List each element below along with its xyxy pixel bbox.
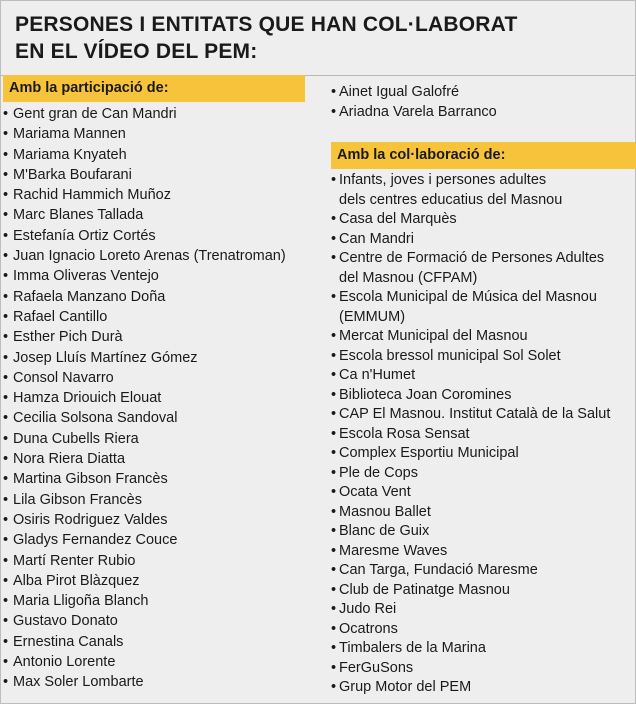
list-item <box>3 205 303 225</box>
bullet-icon: • <box>331 425 337 442</box>
list-item <box>3 307 303 327</box>
bullet-icon: • <box>331 484 337 500</box>
bullet-icon: • <box>3 166 9 183</box>
list-item <box>3 145 303 165</box>
list-item <box>3 388 303 408</box>
bullet-icon: • <box>3 126 9 143</box>
list-item-label: Marc Blanes Tallada <box>13 207 144 224</box>
list-item <box>3 551 303 571</box>
list-item <box>3 571 303 591</box>
bullet-icon: • <box>331 230 337 247</box>
left-column <box>3 75 303 693</box>
list-item-label: Ocatrons <box>339 620 398 637</box>
collaborators-list <box>331 171 635 698</box>
right-column <box>331 83 635 698</box>
list-item <box>3 672 303 692</box>
list-item <box>331 405 635 425</box>
bullet-icon: • <box>3 146 9 163</box>
bullet-icon: • <box>3 349 9 366</box>
list-item-label: Ernestina Canals <box>13 633 124 650</box>
bullet-icon: • <box>331 542 337 559</box>
list-item <box>331 249 635 288</box>
list-item-label: Escola Municipal de Música del Masnou <box>339 289 597 305</box>
bullet-icon: • <box>3 227 9 244</box>
bullet-icon: • <box>331 679 337 695</box>
list-item <box>3 530 303 550</box>
page-title <box>15 11 517 65</box>
list-item <box>3 348 303 368</box>
list-item-label: Estefanía Ortiz Cortés <box>13 227 156 244</box>
bullet-icon: • <box>3 329 9 346</box>
list-item <box>3 490 303 510</box>
bullet-icon: • <box>331 84 337 100</box>
list-item-label: Club de Patinatge Masnou <box>339 581 510 598</box>
list-item-label: Timbalers de la Marina <box>339 640 486 656</box>
bullet-icon: • <box>3 268 9 285</box>
list-item <box>3 449 303 469</box>
list-item-label: Hamza Driouich Elouat <box>13 390 162 407</box>
bullet-icon: • <box>331 172 337 188</box>
list-item-label: Ocata Vent <box>339 484 411 500</box>
list-item-label: Juan Ignacio Loreto Arenas (Trenatroman) <box>13 248 286 265</box>
bullet-icon: • <box>3 390 9 407</box>
title-line-1: PERSONES I ENTITATS QUE HAN COL·LABORAT <box>15 13 518 36</box>
list-item <box>3 408 303 428</box>
list-item-label: Complex Esportiu Municipal <box>339 445 519 461</box>
list-item-label: Centre de Formació de Persones Adultes <box>339 250 605 266</box>
bullet-icon: • <box>331 347 337 364</box>
list-item <box>331 444 635 464</box>
list-item <box>331 600 635 620</box>
list-item-label: Maresme Waves <box>339 542 448 559</box>
bullet-icon: • <box>331 289 337 305</box>
list-item-label-line2: (EMMUM) <box>339 308 406 325</box>
list-item-label: Rafael Cantillo <box>13 308 108 325</box>
bullet-icon: • <box>331 620 337 637</box>
list-item-label: Nora Riera Diatta <box>13 451 126 468</box>
bullet-icon: • <box>3 532 9 549</box>
bullet-icon: • <box>331 406 337 422</box>
bullet-icon: • <box>3 248 9 265</box>
list-item-label: Biblioteca Joan Coromines <box>339 386 512 403</box>
list-item <box>331 230 635 250</box>
list-item <box>331 171 635 210</box>
list-item <box>3 124 303 144</box>
bullet-icon: • <box>3 106 9 122</box>
list-item <box>3 246 303 266</box>
bullet-icon: • <box>331 601 337 617</box>
list-item <box>331 620 635 640</box>
list-item <box>331 581 635 601</box>
list-item <box>331 659 635 679</box>
list-item-label: Josep Lluís Martínez Gómez <box>13 349 198 366</box>
list-item-label: Esther Pich Durà <box>13 329 123 346</box>
list-item-label: Imma Oliveras Ventejo <box>13 268 159 285</box>
list-item-label: Escola bressol municipal Sol Solet <box>339 347 561 364</box>
list-item-label: Maria Lligoña Blanch <box>13 593 149 610</box>
list-item-label: Can Targa, Fundació Maresme <box>339 562 538 578</box>
list-item <box>3 287 303 307</box>
bullet-icon: • <box>3 593 9 610</box>
bullet-icon: • <box>3 552 9 569</box>
list-item-label: Antonio Lorente <box>13 654 116 671</box>
bullet-icon: • <box>3 410 9 427</box>
list-item-label: Blanc de Guix <box>339 523 430 539</box>
bullet-icon: • <box>3 471 9 488</box>
list-item-label: Mercat Municipal del Masnou <box>339 328 528 344</box>
list-item-label: Alba Pirot Blàzquez <box>13 572 140 589</box>
bullet-icon: • <box>3 451 9 468</box>
list-item-label: Ple de Cops <box>339 464 418 481</box>
list-item <box>3 632 303 652</box>
list-item-label: Mariama Mannen <box>13 126 126 143</box>
list-item <box>3 429 303 449</box>
list-item-label: Gladys Fernandez Couce <box>13 532 178 549</box>
participants-list <box>3 104 303 693</box>
list-item <box>3 327 303 347</box>
bullet-icon: • <box>331 445 337 461</box>
bullet-icon: • <box>331 640 337 656</box>
bullet-icon: • <box>3 187 9 204</box>
list-item-label: Escola Rosa Sensat <box>339 425 470 442</box>
list-item-label: Infants, joves i persones adultes <box>339 172 547 188</box>
list-item <box>331 483 635 503</box>
list-item <box>3 226 303 246</box>
bullet-icon: • <box>331 464 337 481</box>
list-item <box>3 104 303 124</box>
bullet-icon: • <box>3 674 9 691</box>
list-item <box>3 266 303 286</box>
list-item <box>3 185 303 205</box>
list-item <box>3 165 303 185</box>
bullet-icon: • <box>331 523 337 539</box>
list-item-label: Judo Rei <box>339 601 397 617</box>
list-item <box>331 288 635 327</box>
collaboration-heading: Amb la col·laboració de: <box>331 142 636 169</box>
bullet-icon: • <box>3 654 9 671</box>
list-item-label: Duna Cubells Riera <box>13 430 139 447</box>
bullet-icon: • <box>3 491 9 508</box>
bullet-icon: • <box>3 369 9 386</box>
list-item-label: Can Mandri <box>339 230 414 247</box>
list-item-label: Ca n'Humet <box>339 367 416 383</box>
list-item-label: Grup Motor del PEM <box>339 679 472 695</box>
list-item <box>331 464 635 484</box>
title-line-2: EN EL VÍDEO DEL PEM: <box>15 40 258 63</box>
bullet-icon: • <box>331 503 337 520</box>
list-item-label: Rafaela Manzano Doña <box>13 288 166 305</box>
bullet-icon: • <box>331 386 337 403</box>
bullet-icon: • <box>331 581 337 598</box>
bullet-icon: • <box>331 367 337 383</box>
bullet-icon: • <box>3 288 9 305</box>
list-item-label-line2: dels centres educatius del Masnou <box>339 191 563 208</box>
list-item <box>331 210 635 230</box>
list-item-label: Gustavo Donato <box>13 613 118 630</box>
list-item <box>331 366 635 386</box>
list-item <box>3 469 303 489</box>
list-item-label: Mariama Knyateh <box>13 146 127 163</box>
list-item <box>331 327 635 347</box>
list-item-label: CAP El Masnou. Institut Català de la Salut <box>339 406 611 422</box>
bullet-icon: • <box>3 613 9 630</box>
list-item <box>3 611 303 631</box>
list-item <box>331 83 635 103</box>
list-item-label: Masnou Ballet <box>339 503 431 520</box>
list-item-label: Cecilia Solsona Sandoval <box>13 410 178 427</box>
bullet-icon: • <box>3 207 9 224</box>
list-item <box>331 639 635 659</box>
list-item-label: Osiris Rodriguez Valdes <box>13 511 168 528</box>
bullet-icon: • <box>331 562 337 578</box>
list-item <box>331 561 635 581</box>
list-item-label: Martí Renter Rubio <box>13 552 136 569</box>
list-item <box>3 510 303 530</box>
list-item-label: FerGuSons <box>339 659 414 676</box>
list-item-label: Ariadna Varela Barranco <box>339 103 497 120</box>
list-item-label-line2: del Masnou (CFPAM) <box>339 269 478 286</box>
list-item <box>331 522 635 542</box>
list-item-label: M'Barka Boufarani <box>13 166 132 183</box>
list-item-label: Ainet Igual Galofré <box>339 84 460 100</box>
bullet-icon: • <box>3 308 9 325</box>
list-item <box>3 652 303 672</box>
list-item-label: Lila Gibson Francès <box>13 491 142 508</box>
list-item <box>331 542 635 562</box>
bullet-icon: • <box>3 572 9 589</box>
list-item-label: Consol Navarro <box>13 369 114 386</box>
bullet-icon: • <box>331 103 337 120</box>
bullet-icon: • <box>3 511 9 528</box>
participants-list-continued <box>331 83 635 122</box>
bullet-icon: • <box>331 250 337 266</box>
bullet-icon: • <box>331 328 337 344</box>
list-item <box>3 591 303 611</box>
list-item-label: Gent gran de Can Mandri <box>13 106 177 122</box>
list-item <box>331 503 635 523</box>
bullet-icon: • <box>331 211 337 227</box>
bullet-icon: • <box>3 633 9 650</box>
list-item-label: Max Soler Lombarte <box>13 674 144 691</box>
list-item-label: Casa del Marquès <box>339 211 457 227</box>
list-item <box>331 678 635 698</box>
list-item <box>331 347 635 367</box>
list-item <box>3 368 303 388</box>
list-item <box>331 425 635 445</box>
bullet-icon: • <box>331 659 337 676</box>
list-item <box>331 103 635 123</box>
list-item-label: Rachid Hammich Muñoz <box>13 187 171 204</box>
list-item <box>331 386 635 406</box>
participation-heading: Amb la participació de: <box>3 75 305 102</box>
list-item-label: Martina Gibson Francès <box>13 471 168 488</box>
bullet-icon: • <box>3 430 9 447</box>
